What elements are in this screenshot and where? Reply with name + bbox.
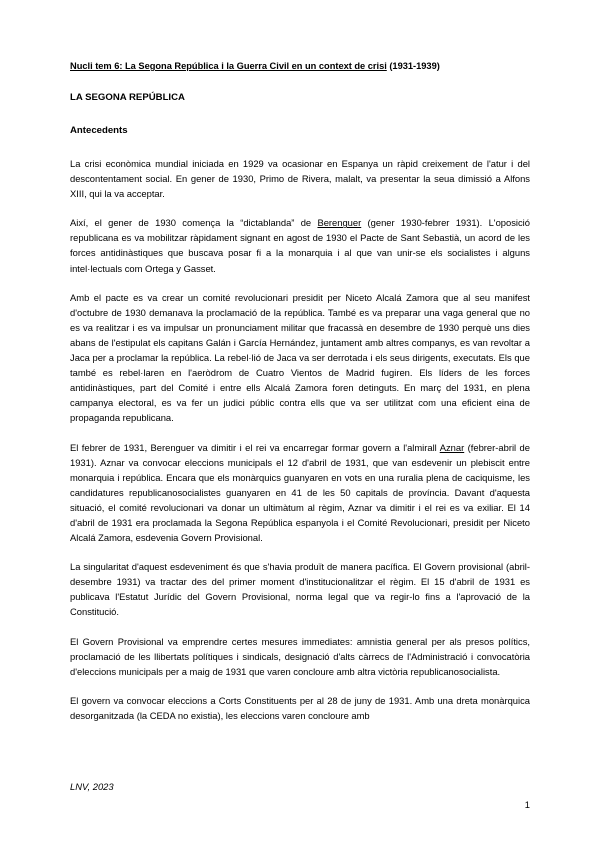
body-paragraph <box>70 215 530 275</box>
page-number: 1 <box>524 799 530 810</box>
document-title-years: (1931-1939) <box>386 61 440 71</box>
paragraph-text: El govern va convocar eleccions a Corts Constituents per al 28 de juny de 1931. Amb una dreta monàrquica desorganitzada (la CEDA no existia), les eleccions varen concloure amb <box>70 694 530 721</box>
underlined-term: Berenguer <box>317 217 362 229</box>
paragraph-list <box>70 156 530 723</box>
body-paragraph <box>70 290 530 426</box>
section-heading: LA SEGONA REPÚBLICA <box>70 92 185 103</box>
paragraph-text: Amb el pacte es va crear un comité revolucionari presidit per Niceto Alcalá Zamora que al seu manifest d'octubre de 1930 demanava la proclamació de la república. També es va preparar una vaga general que no es va realitzar i es va impulsar un pronunciament militar que fracassà en desembre de 1930 perquè uns dies abans de l'estipulat els capitans Galán i García Hernández, juntament amb altres companys, es van revoltar a Jaca per a proclamar la república. La rebel·lió de Jaca va ser derrotada i els seus dirigents, executats. Els que també es rebel·laren en l'aeròdrom de Cuatro Vientos de Madrid fugiren. Els líders de les forces antidinàstiques, part del Comité i entre ells Alcalá Zamora foren detinguts. En març del 1931, en plena campanya electoral, es va fer un judici públic contra ells que va ser utilitzat com una eficient eina de propaganda republicana. <box>70 291 530 424</box>
footer-note: LNV, 2023 <box>70 781 114 792</box>
paragraph-text: La singularitat d'aquest esdeveniment és que s'havia produït de manera pacífica. El Govern provisional (abril-desembre 1931) va tractar des del primer moment d'institucionalitzar el règim. El 15 d'abril de 1931 es publicava l'Estatut Jurídic del Govern Provisional, norma legal que va regir-lo fins a l'aprovació de la Constitució. <box>70 561 530 618</box>
body-paragraph <box>70 634 530 679</box>
document-title <box>70 60 530 73</box>
document-content <box>70 60 530 723</box>
document-title-main: Nucli tem 6: La Segona República i la Guerra Civil en un context de crisi <box>70 61 387 71</box>
paragraph-text: El Govern Provisional va emprendre certes mesures immediates: amnistia general per als presos polítics, proclamació de les llibertats polítiques i sindicals, designació d'alts càrrecs de l'Administració i convocatòria d'eleccions municipals per a maig de 1931 que varen concloure amb altra victòria republicanosocialista. <box>70 635 530 677</box>
paragraph-text: Així, el gener de 1930 comença la “dictablanda” de <box>70 217 318 229</box>
sub-heading-antecedents: Antecedents <box>70 125 128 136</box>
paragraph-text: (febrer-abril de 1931). Aznar va convocar eleccions municipals el 12 d'abril de 1931, que van esdevenir un plebiscit entre monarquia i república. Encara que els monàrquics guanyaren en vots en una ruralia plena de caciquisme, les candidatures republicanosocialistes guanyaren en 41 de les 50 capitals de província. Davant d'aquesta situació, el comité revolucionari va donar un ultimàtum al règim, Aznar va dimitir i el rei es va exiliar. El 14 d'abril de 1931 era proclamada la Segona República espanyola i el Comité Revolucionari, presidit per Niceto Alcalá Zamora, esdevenia Govern Provisional. <box>70 441 530 544</box>
underlined-term: Aznar <box>439 441 465 453</box>
body-paragraph <box>70 693 530 723</box>
paragraph-text: El febrer de 1931, Berenguer va dimitir i el rei va encarregar formar govern a l'almirall <box>70 441 440 453</box>
paragraph-text: (gener 1930-febrer 1931). L'oposició republicana es va mobilitzar ràpidament signant en agost de 1930 el Pacte de Sant Sebastià, un acord de les forces antidinàstiques que buscava posar fi a la monarquia i al que van unir-se els socialistes i alguns intel·lectuals com Ortega y Gasset. <box>70 217 530 274</box>
body-paragraph <box>70 156 530 201</box>
paragraph-text: La crisi econòmica mundial iniciada en 1929 va ocasionar en Espanya un ràpid creixement de l'atur i del descontentament social. En gener de 1930, Primo de Rivera, malalt, va presentar la seua dimissió a Alfons XIII, qui la va acceptar. <box>70 158 530 200</box>
body-paragraph <box>70 440 530 546</box>
body-paragraph <box>70 559 530 619</box>
